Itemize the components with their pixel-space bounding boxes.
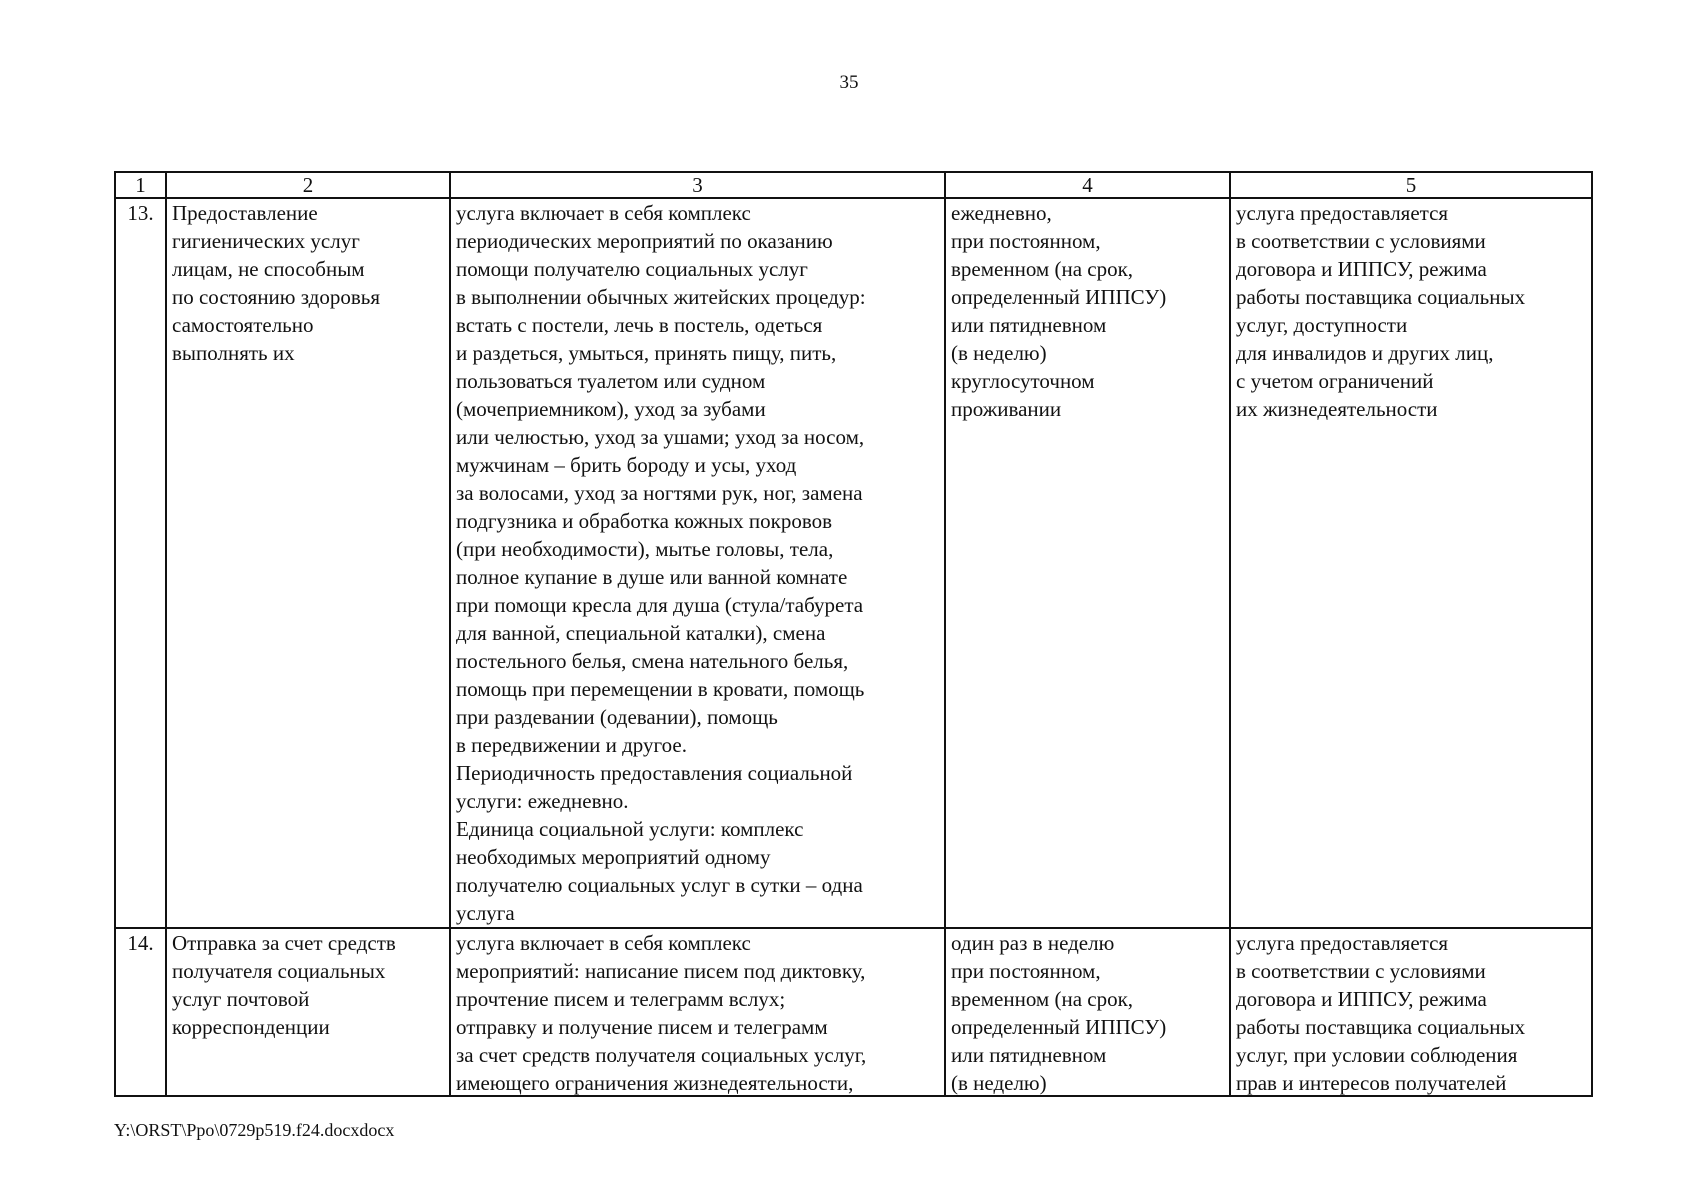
service-conditions-cell (1230, 198, 1592, 928)
text-line: один раз в неделю (951, 931, 1115, 955)
text-line: мероприятий: написание писем под диктовку, (456, 959, 866, 983)
text-line: подгузника и обработка кожных покровов (456, 509, 833, 533)
service-frequency-cell (945, 198, 1230, 928)
text-line: и раздеться, умыться, принять пищу, пить, (456, 341, 837, 365)
column-header: 1 (115, 172, 166, 198)
text-line: (при необходимости), мытье головы, тела, (456, 537, 834, 561)
text-line: (в неделю) (951, 341, 1047, 365)
text-line: помощь при перемещении в кровати, помощь (456, 677, 865, 701)
text-line: отправку и получение писем и телеграмм (456, 1015, 828, 1039)
text-line: (мочеприемником), уход за зубами (456, 397, 766, 421)
text-line: в передвижении и другое. (456, 733, 687, 757)
text-line: услуга (456, 901, 515, 925)
text-line: услуг почтовой (172, 987, 310, 1011)
text-line: получателя социальных (172, 959, 386, 983)
text-line: лицам, не способным (172, 257, 365, 281)
text-line: временном (на срок, (951, 987, 1134, 1011)
row-number: 13. (115, 198, 166, 928)
text-line: услуга предоставляется (1236, 201, 1449, 225)
text-line: при постоянном, (951, 959, 1101, 983)
text-line: Отправка за счет средств (172, 931, 396, 955)
text-line: для ванной, специальной каталки), смена (456, 621, 826, 645)
table-row (115, 198, 1592, 928)
column-header: 2 (166, 172, 450, 198)
service-name-cell (166, 928, 450, 1096)
text-line: необходимых мероприятий одному (456, 845, 771, 869)
services-table (114, 171, 1593, 1097)
text-line: с учетом ограничений (1236, 369, 1434, 393)
text-line: за волосами, уход за ногтями рук, ног, замена (456, 481, 863, 505)
row-number: 14. (115, 928, 166, 1096)
text-line: услуга включает в себя комплекс (456, 201, 751, 225)
text-line: услуг, доступности (1236, 313, 1408, 337)
service-conditions-cell (1230, 928, 1592, 1096)
text-line: встать с постели, лечь в постель, одеться (456, 313, 823, 337)
text-line: услуга предоставляется (1236, 931, 1449, 955)
text-line: в соответствии с условиями (1236, 959, 1486, 983)
text-line: проживании (951, 397, 1062, 421)
service-name-cell (166, 198, 450, 928)
text-line: самостоятельно (172, 313, 314, 337)
text-line: мужчинам – брить бороду и усы, уход (456, 453, 797, 477)
text-line: при помощи кресла для душа (стула/табурета (456, 593, 864, 617)
text-line: услуг, при условии соблюдения (1236, 1043, 1518, 1067)
text-line: временном (на срок, (951, 257, 1134, 281)
text-line: Периодичность предоставления социальной (456, 761, 853, 785)
text-line: получателю социальных услуг в сутки – одна (456, 873, 863, 897)
text-line: пользоваться туалетом или судном (456, 369, 766, 393)
text-line: договора и ИППСУ, режима (1236, 257, 1487, 281)
text-line: помощи получателю социальных услуг (456, 257, 808, 281)
text-line: определенный ИППСУ) (951, 285, 1167, 309)
text-line: работы поставщика социальных (1236, 285, 1526, 309)
text-line: периодических мероприятий по оказанию (456, 229, 833, 253)
text-line: работы поставщика социальных (1236, 1015, 1526, 1039)
text-line: Предоставление (172, 201, 318, 225)
text-line: или пятидневном (951, 313, 1107, 337)
service-description-cell (450, 198, 945, 928)
text-line: в соответствии с условиями (1236, 229, 1486, 253)
text-line: для инвалидов и других лиц, (1236, 341, 1494, 365)
table-header-row (115, 172, 1592, 198)
text-line: договора и ИППСУ, режима (1236, 987, 1487, 1011)
text-line: по состоянию здоровья (172, 285, 380, 309)
file-path-footer: Y:\ORST\Ppo\0729p519.f24.docxdocx (114, 1120, 395, 1140)
text-line: прав и интересов получателей (1236, 1071, 1507, 1095)
text-line: ежедневно, (951, 201, 1052, 225)
text-line: полное купание в душе или ванной комнате (456, 565, 848, 589)
text-line: при раздевании (одевании), помощь (456, 705, 778, 729)
text-line: Единица социальной услуги: комплекс (456, 817, 804, 841)
text-line: за счет средств получателя социальных услуг, (456, 1043, 867, 1067)
text-line: их жизнедеятельности (1236, 397, 1438, 421)
text-line: или пятидневном (951, 1043, 1107, 1067)
table-row (115, 928, 1592, 1096)
service-description-cell (450, 928, 945, 1096)
text-line: при постоянном, (951, 229, 1101, 253)
text-line: прочтение писем и телеграмм вслух; (456, 987, 786, 1011)
text-line: (в неделю) (951, 1071, 1047, 1095)
text-line: определенный ИППСУ) (951, 1015, 1167, 1039)
column-header: 3 (450, 172, 945, 198)
text-line: в выполнении обычных житейских процедур: (456, 285, 866, 309)
text-line: гигиенических услуг (172, 229, 360, 253)
text-line: услуга включает в себя комплекс (456, 931, 751, 955)
column-header: 5 (1230, 172, 1592, 198)
text-line: или челюстью, уход за ушами; уход за носом, (456, 425, 865, 449)
text-line: имеющего ограничения жизнедеятельности, (456, 1071, 854, 1095)
text-line: корреспонденции (172, 1015, 330, 1039)
text-line: услуги: ежедневно. (456, 789, 629, 813)
page-number: 35 (839, 72, 859, 93)
text-line: круглосуточном (951, 369, 1095, 393)
column-header: 4 (945, 172, 1230, 198)
text-line: постельного белья, смена нательного белья, (456, 649, 849, 673)
service-frequency-cell (945, 928, 1230, 1096)
text-line: выполнять их (172, 341, 295, 365)
